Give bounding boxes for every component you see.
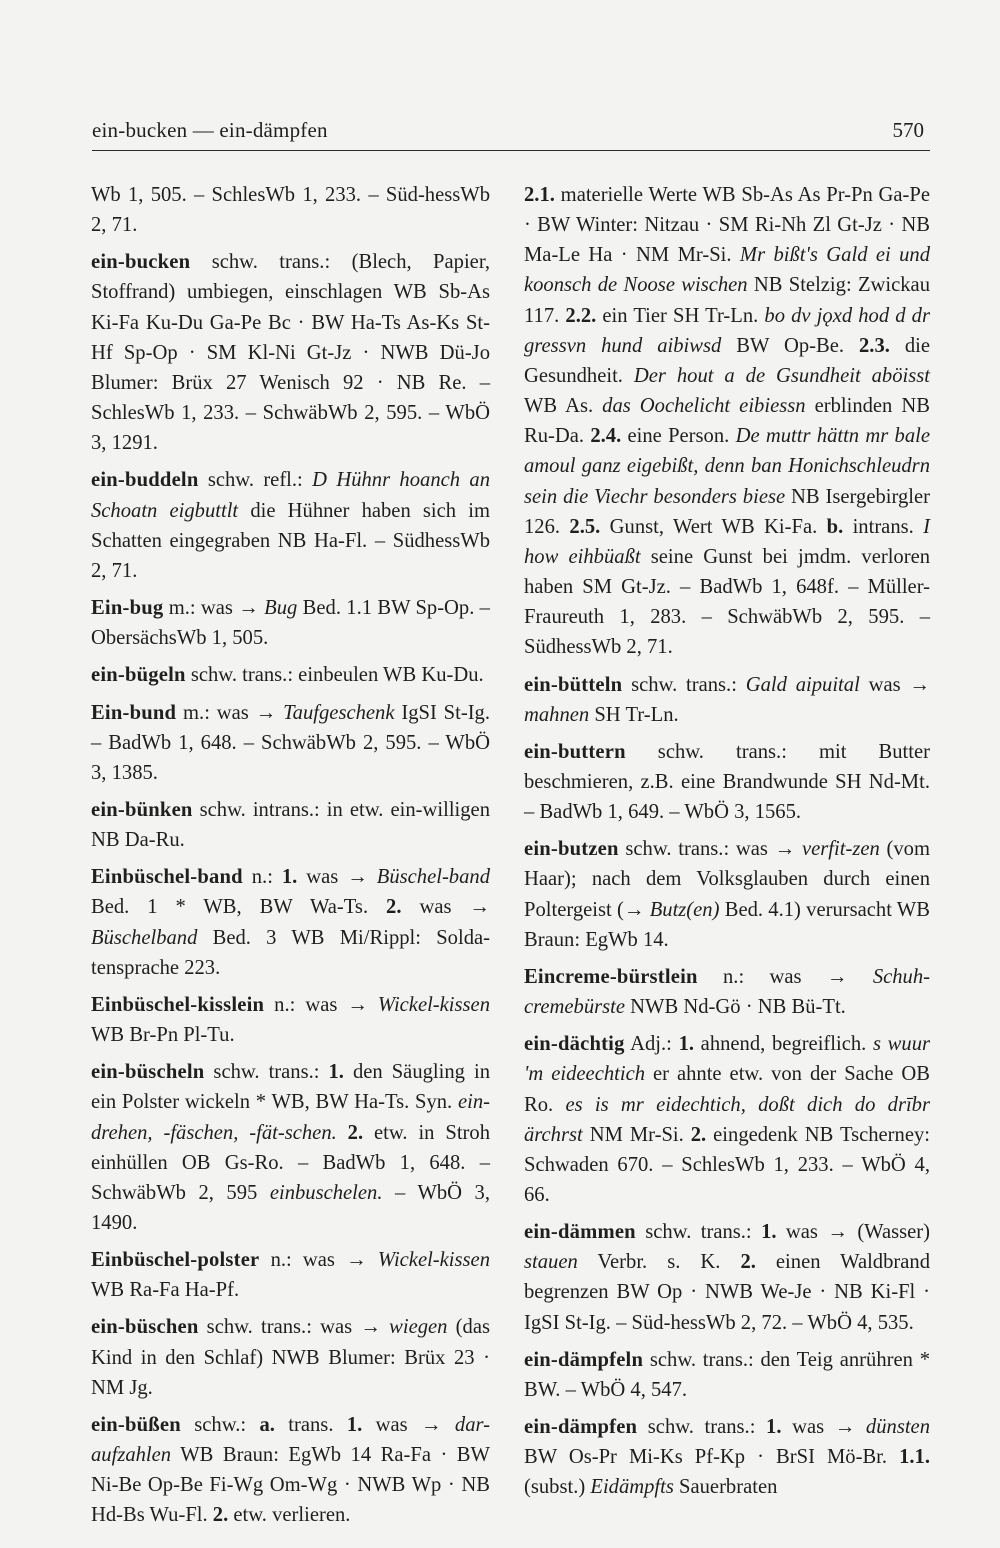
italic-text: D Hühnr hoanch an Schoatn eigbuttlt (91, 469, 490, 522)
italic-text: es is mr eidechtich, doßt dich do drībr ärchrst (524, 1093, 930, 1146)
dictionary-entry (91, 1057, 490, 1238)
entry-text: n.: was → (264, 993, 378, 1016)
headword: ein-büscheln (91, 1061, 205, 1084)
entry-text: was → (362, 1413, 455, 1436)
dictionary-entry (91, 247, 490, 458)
sense-number: 1.1. (899, 1446, 930, 1469)
italic-text: das Oochelicht eibiessn (602, 395, 806, 418)
entry-text: NB Stelzig: Zwickau 117. (524, 274, 930, 327)
entry-text: schw. trans.: (622, 673, 746, 696)
entry-text: NM Mr-Si. (582, 1123, 691, 1146)
entry-text: WB Br-Pn Pl-Tu. (91, 1024, 235, 1047)
italic-text: Butz(en) (649, 898, 720, 921)
headword: ein-bucken (91, 251, 191, 274)
entry-text: was → (781, 1416, 866, 1439)
italic-text: Bug (264, 597, 298, 620)
sense-number: 2.5. (569, 515, 601, 538)
sense-number: 2. (386, 896, 402, 919)
italic-text: Wickel-kissen (377, 1249, 490, 1272)
dictionary-entry (91, 1245, 490, 1305)
entry-text: m.: was → (176, 701, 284, 724)
entry-text: n.: was → (259, 1249, 378, 1272)
dictionary-entry (524, 1345, 930, 1405)
italic-text: dar-aufzahlen (91, 1413, 490, 1467)
italic-text: Büschel-band (376, 866, 490, 889)
entry-text: schw. trans.: (637, 1416, 767, 1439)
sense-number: 1. (761, 1221, 777, 1244)
entry-text: WB Ra-Fa Ha-Pf. (91, 1279, 240, 1302)
headword: ein-bütteln (524, 673, 623, 696)
headword: ein-büschen (91, 1316, 199, 1339)
entry-text: schw. trans.: (635, 1221, 762, 1244)
italic-text: I how eihbüaßt (524, 515, 931, 568)
running-header (92, 116, 930, 151)
entry-text: eine Person. (621, 425, 736, 448)
dictionary-entry (524, 737, 930, 827)
italic-text: Schuh-cremebürste (524, 965, 930, 1019)
entry-text: Bed. 1.1 BW Sp-Op. – ObersächsWb 1, 505. (91, 597, 490, 650)
sense-number: 2.3. (859, 334, 890, 357)
entry-text: schw. trans.: (Blech, Papier, Stoffrand) umbiegen, einschlagen WB Sb-As Ki-Fa Ku-Du Ga-Pe Bc · BW Ha-Ts As-Ks St-Hf Sp-Op · SM Kl-Ni Gt-Jz · NWB Dü-Jo Blumer: Brüx 27 Wenisch 92 · NB Re. – SchlesWb 1, 233. – SchwäbWb 2, 595. – WbÖ 3, 1291. (91, 251, 490, 455)
entry-text: – WbÖ 3, 1490. (91, 1181, 491, 1234)
dictionary-entry (91, 990, 490, 1050)
headword: ein-dächtig (524, 1033, 625, 1056)
dictionary-entry (91, 660, 490, 690)
dictionary-entry (524, 670, 930, 730)
entry-text: n.: was → (697, 965, 873, 988)
italic-text: Taufgeschenk (283, 701, 395, 724)
entry-text: Sauerbraten (673, 1476, 778, 1499)
page-number: 570 (892, 118, 924, 142)
entry-text: die Gesundheit. (524, 334, 930, 387)
sense-number: 1. (678, 1033, 695, 1056)
entry-text: intrans. (843, 515, 924, 538)
dictionary-entry (91, 698, 490, 788)
headword: Einbüschel-kisslein (91, 993, 265, 1016)
left-column (91, 180, 490, 1538)
dictionary-entry (91, 1410, 490, 1531)
italic-text: dünsten (865, 1416, 930, 1439)
dictionary-entry (91, 180, 490, 240)
entry-text: den Säugling in ein Polster wickeln * WB, BW Ha-Ts. Syn. (91, 1061, 490, 1114)
entry-text: NB Isergebirgler 126. (524, 485, 930, 538)
entry-text: schw. trans.: den Teig anrühren * BW. – WbÖ 4, 547. (524, 1348, 930, 1401)
entry-text: seine Gunst bei jmdm. verloren haben SM Gt-Jz. – BadWb 1, 648f. – Müller-Fraureuth 1, 283. – SchwäbWb 2, 595. – SüdhessWb 2, 71. (524, 545, 931, 659)
entry-text: SH Tr-Ln. (589, 703, 679, 726)
italic-text: Wickel-kissen (377, 993, 490, 1016)
dictionary-entry (524, 1029, 930, 1210)
entry-text: erblinden NB Ru-Da. (524, 395, 930, 448)
entry-text: Bed. 1 * WB, BW Wa-Ts. (91, 896, 387, 919)
entry-text: was → (Wasser) (776, 1221, 930, 1244)
sense-number: a. (259, 1413, 275, 1436)
headword: ein-büßen (91, 1413, 181, 1436)
right-column (524, 180, 930, 1510)
entry-text: WB Braun: EgWb 14 Ra-Fa · BW Ni-Be Op-Be Fi-Wg Om-Wg · NWB Wp · NB Hd-Bs Wu-Fl. (91, 1444, 490, 1527)
dictionary-entry (524, 1217, 930, 1338)
entry-text: was → (297, 866, 377, 889)
entry-text: einen Waldbrand begrenzen BW Op · NWB We-Je · NB Ki-Fl · IgSI St-Ig. – Süd-hessWb 2, 72. – WbÖ 4, 535. (524, 1251, 930, 1334)
headword: ein-dämpfen (524, 1416, 638, 1439)
italic-text: s wuur 'm eideechtich (524, 1033, 931, 1086)
headword: Ein-bug (91, 597, 164, 620)
headword: Eincreme-bürstlein (524, 965, 698, 988)
entry-text: eingedenk NB Tscherney: Schwaden 670. – SchlesWb 1, 233. – WbÖ 4, 66. (524, 1123, 930, 1206)
sense-number: 2. (212, 1504, 229, 1527)
entry-text: etw. verlieren. (228, 1504, 351, 1527)
entry-text: BW Op-Be. (721, 334, 859, 357)
entry-text: was → (401, 896, 491, 919)
entry-text: Wb 1, 505. – SchlesWb 1, 233. – Süd-hessWb 2, 71. (91, 184, 490, 237)
entry-text: schw. refl.: (198, 469, 313, 492)
italic-text: wiegen (389, 1316, 448, 1339)
sense-number: 2. (740, 1251, 756, 1274)
entry-text: die Hühner haben sich im Schatten eingegraben NB Ha-Fl. – SüdhessWb 2, 71. (91, 499, 490, 582)
italic-text: Eidämpfts (590, 1476, 674, 1499)
sense-number: 1. (328, 1061, 344, 1084)
entry-text: IgSI St-Ig. – BadWb 1, 648. – SchwäbWb 2, 595. – WbÖ 3, 1385. (91, 701, 490, 784)
headword: ein-bünken (91, 798, 193, 821)
italic-text: bo dv jǫxd hod d dr gressvn hund aibiwsd (524, 304, 930, 357)
dictionary-entry (91, 862, 490, 983)
dictionary-entry (91, 1312, 490, 1402)
sense-number: 2.1. (524, 184, 555, 206)
entry-text: schw. trans.: einbeulen WB Ku-Du. (185, 664, 484, 687)
headword: ein-butzen (524, 838, 619, 861)
sense-number: 1. (346, 1413, 363, 1436)
entry-text: Bed. 4.1) verursacht WB Braun: EgWb 14. (524, 898, 930, 951)
entry-text: er ahnte etw. von der Sache OB Ro. (524, 1063, 930, 1116)
entry-text: schw. trans.: was → (618, 838, 802, 861)
dictionary-entry (524, 1412, 930, 1502)
sense-number: 2.2. (565, 304, 597, 327)
italic-text: Der hout a de Gsundheit aböisst (633, 364, 930, 387)
dictionary-entry (524, 180, 930, 663)
dictionary-entry (91, 795, 490, 855)
entry-text: trans. (274, 1413, 347, 1436)
entry-text (337, 1122, 348, 1144)
headword: ein-bügeln (91, 664, 186, 687)
italic-text: Büschelband (91, 926, 198, 949)
entry-text: schw. trans.: (204, 1061, 329, 1084)
sense-number: 1. (766, 1416, 782, 1439)
entry-text: WB As. (524, 395, 603, 418)
entry-text: ahnend, begreiflich. (694, 1033, 873, 1056)
headword: ein-dämpfeln (524, 1348, 644, 1371)
headword: Einbüschel-polster (91, 1249, 260, 1272)
headword: Ein-bund (91, 701, 177, 724)
entry-text: (vom Haar); nach dem Volksglauben durch einen Poltergeist (→ (524, 838, 930, 921)
entry-text: schw. intrans.: in etw. ein-willigen NB Da-Ru. (91, 798, 490, 852)
entry-text: schw.: (180, 1413, 260, 1436)
entry-text: ein Tier SH Tr-Ln. (596, 304, 765, 327)
italic-text: Gald aipuital (745, 673, 860, 696)
dictionary-entry (524, 962, 930, 1022)
entry-text: schw. trans.: mit Butter beschmieren, z.B. eine Brandwunde SH Nd-Mt. – BadWb 1, 649. – WbÖ 3, 1565. (524, 740, 930, 824)
headword: ein-buddeln (91, 469, 199, 492)
italic-text: verfit-zen (802, 838, 880, 861)
sense-number: 2. (347, 1121, 364, 1144)
entry-text: NWB Nd-Gö · NB Bü-Tt. (625, 996, 846, 1019)
entry-text: (subst.) (524, 1476, 591, 1499)
entry-text: Adj.: (624, 1033, 679, 1056)
dictionary-entry (91, 593, 490, 653)
entry-text: Verbr. s. K. (577, 1251, 741, 1274)
entry-text: Gunst, Wert WB Ki-Fa. (600, 515, 827, 538)
italic-text: mahnen (524, 703, 590, 726)
headword: ein-dämmen (524, 1221, 636, 1244)
sense-number: 2. (690, 1123, 707, 1146)
entry-text: schw. trans.: was → (198, 1316, 390, 1339)
entry-text: was → (859, 673, 931, 696)
entry-text: materielle Werte WB Sb-As As Pr-Pn Ga-Pe · BW Winter: Nitzau · SM Ri-Nh Zl Gt-Jz · NB Ma-Le Ha · NM Mr-Si. (524, 184, 930, 267)
headword: ein-buttern (524, 740, 626, 763)
dictionary-entry (524, 834, 930, 955)
entry-text: (das Kind in den Schlaf) NWB Blumer: Brüx 23 · NM Jg. (91, 1316, 490, 1399)
entry-text: m.: was → (163, 597, 265, 620)
italic-text: stauen (524, 1251, 578, 1274)
dictionary-entry (91, 465, 490, 586)
entry-text: Bed. 3 WB Mi/Rippl: Solda-tensprache 223. (91, 926, 490, 979)
entry-text: BW Os-Pr Mi-Ks Pf-Kp · BrSI Mö-Br. (524, 1446, 900, 1469)
sense-number: 1. (281, 866, 298, 889)
entry-text: n.: (242, 866, 282, 889)
sense-number: b. (826, 515, 844, 538)
italic-text: ein-drehen, -fäschen, -fät-schen. (91, 1091, 490, 1144)
sense-number: 2.4. (590, 425, 622, 448)
headword: Einbüschel-band (91, 866, 243, 889)
italic-text: einbuschelen. (269, 1181, 383, 1204)
italic-text: Mr bißt's Gald ei und koonsch de Noose wischen (524, 244, 930, 297)
entry-text: etw. in Stroh einhüllen OB Gs-Ro. – BadWb 1, 648. – SchwäbWb 2, 595 (91, 1121, 490, 1204)
running-title: ein-bucken — ein-dämpfen (92, 118, 328, 142)
italic-text: De muttr hättn mr bale amoul ganz eigebißt, denn ban Honichschleudrn sein die Viechr besonders biese (524, 425, 931, 508)
